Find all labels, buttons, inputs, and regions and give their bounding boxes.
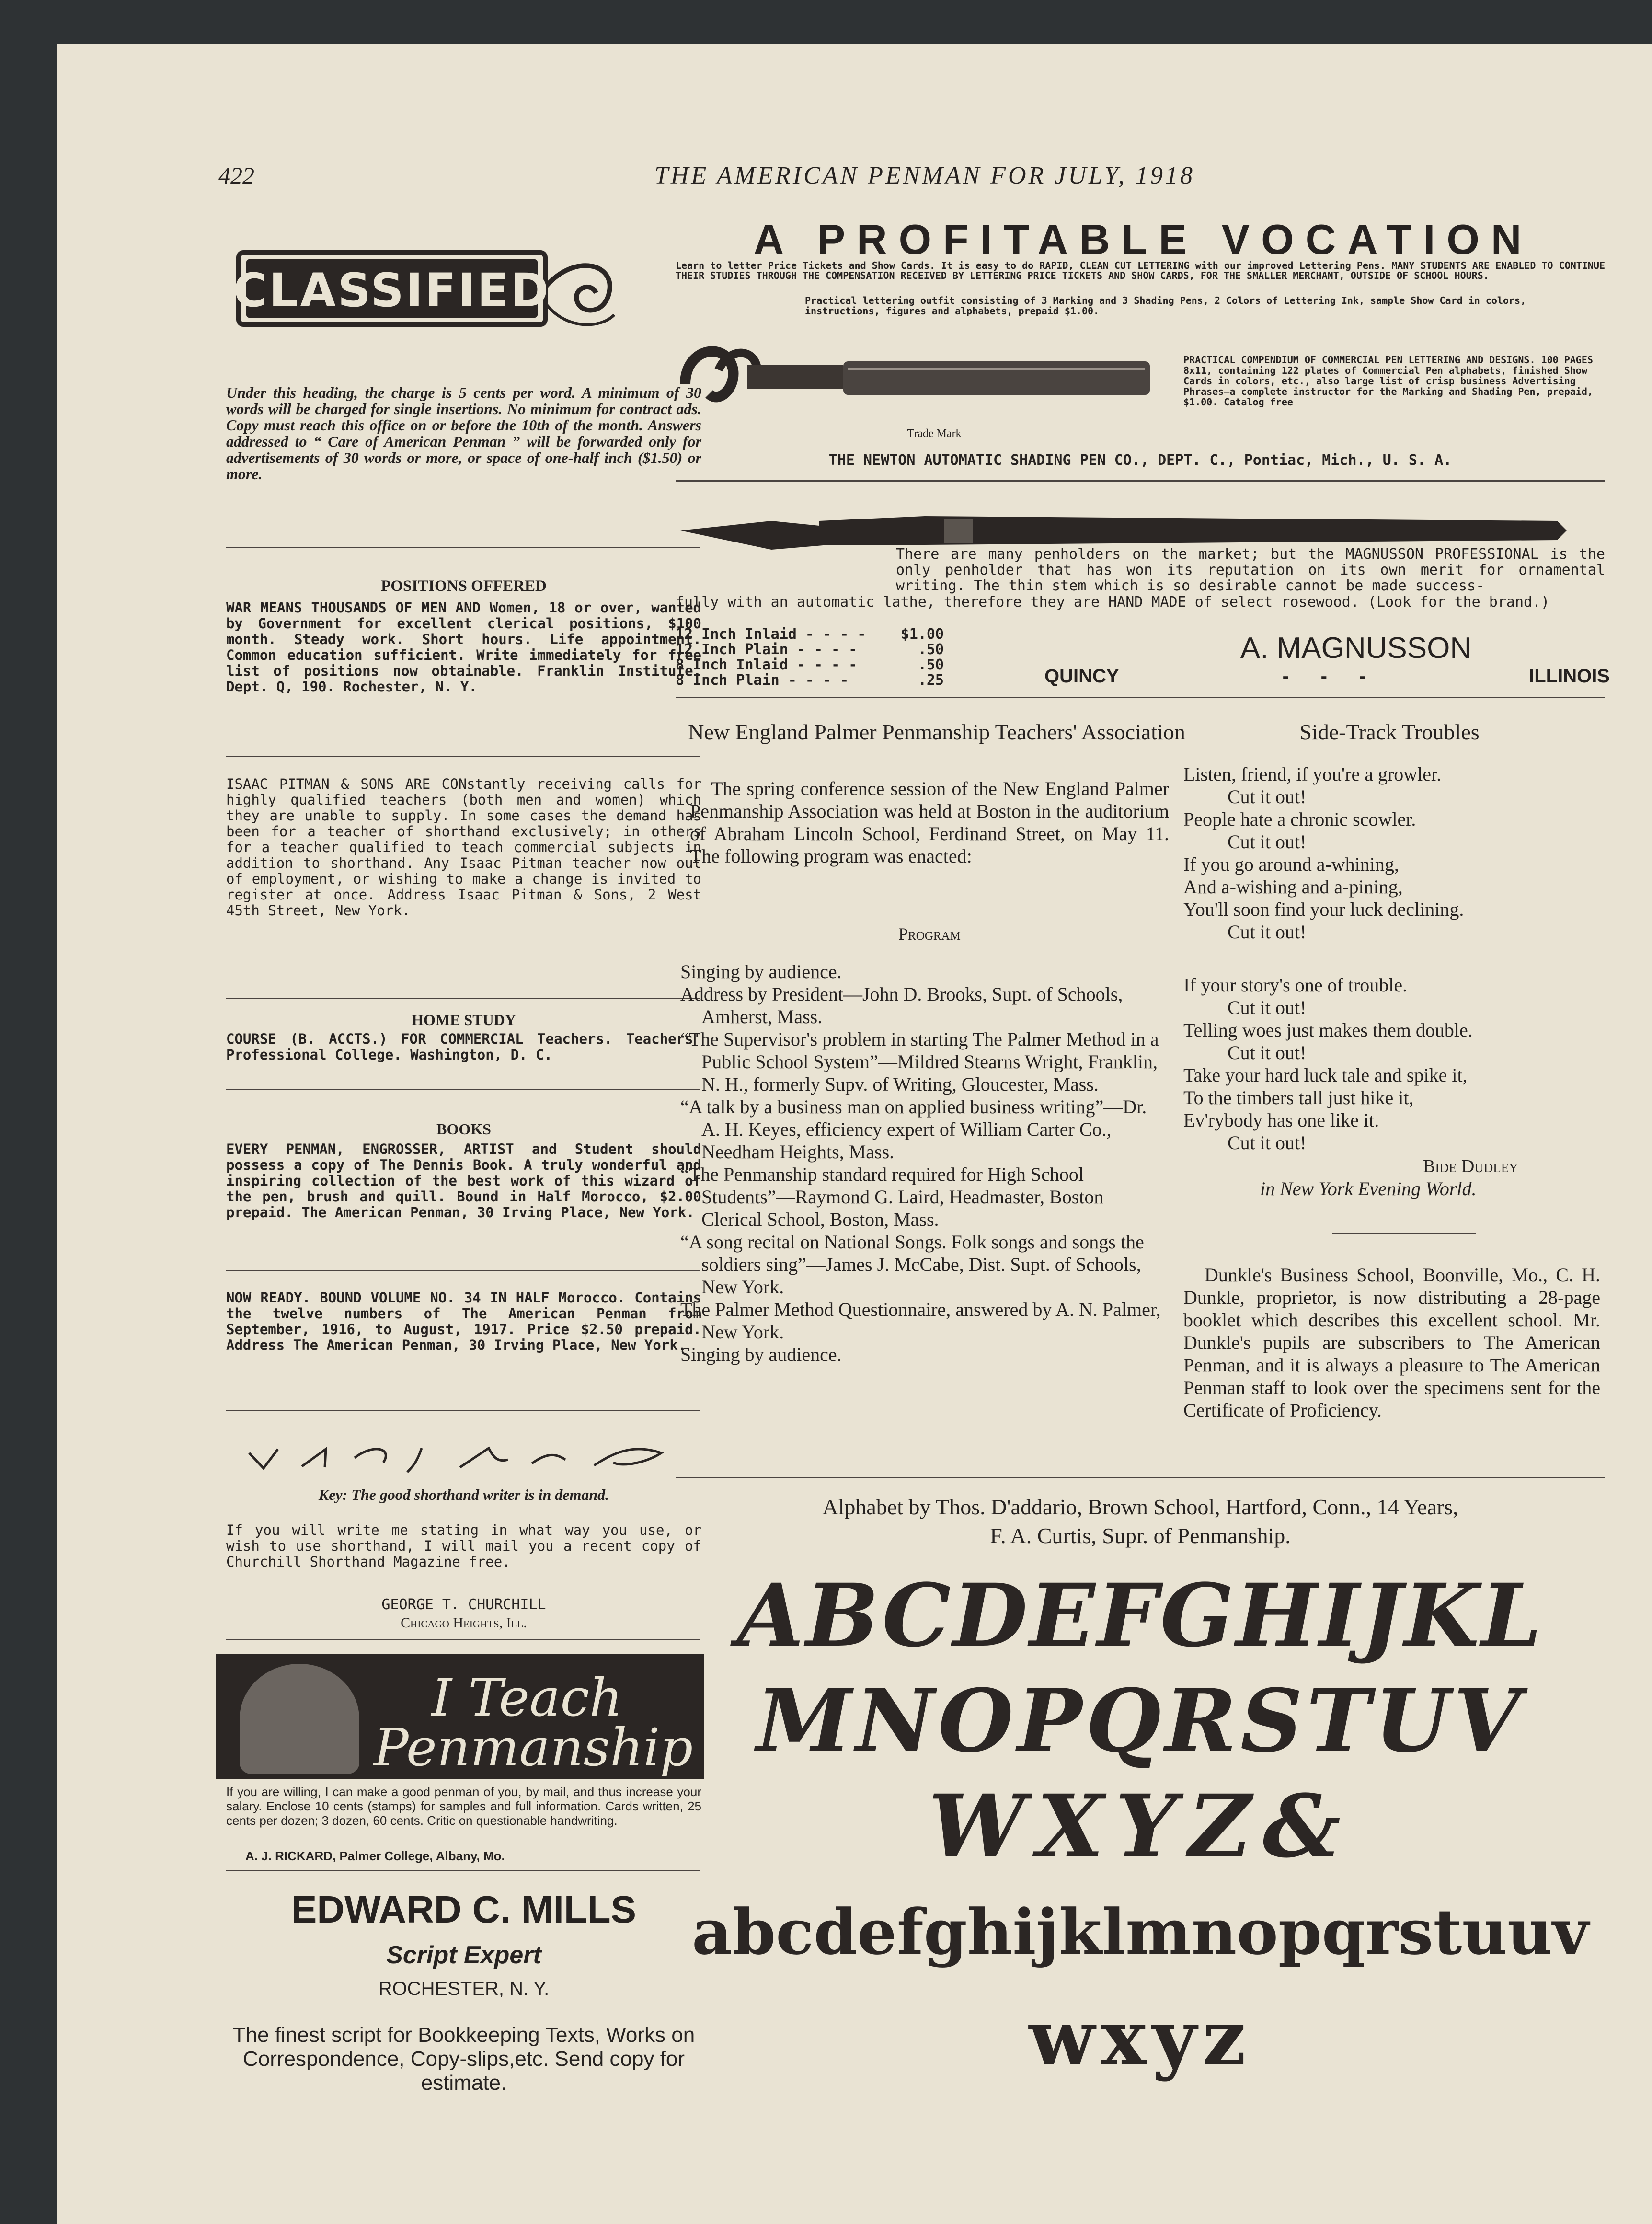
program-item: “A song recital on National Songs. Folk songs and songs the soldiers sing”—James J. McCabe, Dist. Supt. of Schools, New York. [680, 1231, 1144, 1298]
mills-text: The finest script for Bookkeeping Texts, Works on Correspondence, Copy-slips,etc. Send copy for estimate. [232, 2023, 695, 2095]
churchill-place: Chicago Heights, Ill. [401, 1615, 527, 1631]
alphabet-row-2: MNOPQRSTUV [756, 1671, 1525, 1772]
newton-outfit: Practical lettering outfit consisting of 3 Marking and 3 Shading Pens, 2 Colors of Lettering Ink, sample Show Card in colors, instructions, figures and alphabets, prepaid $1.00. [805, 295, 1526, 317]
price-item: 8 Inch Inlaid - - - - [676, 657, 858, 673]
poem-line: Cut it out! [1228, 786, 1307, 807]
magnusson-price-list [676, 627, 944, 688]
price-value: .50 [918, 641, 944, 658]
magnusson-city: QUINCY [1044, 666, 1119, 687]
divider [226, 1410, 700, 1411]
program-item: Singing by audience. [680, 961, 842, 982]
classified-intro: Under this heading, the charge is 5 cents per word. A minimum of 30 words will be charged for single insertions. No minimum for contract ads. Copy must reach this office on or before the 10th of the month. Answers addressed to “ Care of American Penman ” will be forwarded only for advertisements of 30 words or more, or space of one-half inch ($1.50) or more. [226, 384, 701, 483]
program-item: Singing by audience. [680, 1344, 842, 1365]
program-item: Address by President—John D. Brooks, Supt. of Schools, Amherst, Mass. [680, 983, 1123, 1027]
home-study-text: COURSE (B. ACCTS.) FOR COMMERCIAL Teachers. Teachers' Professional College. Washington, D. C. [226, 1031, 701, 1063]
trademark-label: Trade Mark [907, 427, 962, 440]
poem-author: Bide Dudley [1423, 1156, 1518, 1176]
rickard-signature: A. J. RICKARD, Palmer College, Albany, Mo. [245, 1849, 505, 1863]
poem-line: Cut it out! [1228, 1042, 1307, 1063]
poem-stanza-2 [1183, 974, 1605, 1154]
divider [676, 697, 1605, 698]
price-value: $1.00 [900, 626, 944, 643]
poem-line: Listen, friend, if you're a growler. [1183, 763, 1442, 785]
books-heading: BOOKS [436, 1120, 491, 1138]
poem-line: If your story's one of trouble. [1183, 974, 1408, 996]
poem-stanza-1 [1183, 763, 1605, 943]
poem-line: Cut it out! [1228, 1132, 1307, 1153]
newton-pen-art [676, 312, 1174, 442]
price-item: 12 Inch Inlaid - - - - [676, 626, 866, 643]
poem-line: You'll soon find your luck declining. [1183, 899, 1464, 920]
newton-headline: A PROFITABLE VOCATION [753, 216, 1533, 263]
magnusson-text-a: There are many penholders on the market; but the MAGNUSSON PROFESSIONAL is the only penholder that has won its reputation on its own merit for ornamental writing. The thin stem which is so desirable cannot be made success- [896, 546, 1605, 594]
alphabet-caption-line2: F. A. Curtis, Supr. of Penmanship. [990, 1523, 1291, 1548]
classified-logo-text: CLASSIFIED [236, 264, 551, 317]
home-study-heading: HOME STUDY [412, 1011, 516, 1028]
bound-volume-text: NOW READY. BOUND VOLUME NO. 34 IN HALF Morocco. Contains the twelve numbers of The American Penman from September, 1916, to August, 1917. Price $2.50 prepaid. Address The American Penman, 30 Irving Place, New York. [226, 1290, 701, 1353]
poem-line: And a-wishing and a-pining, [1183, 876, 1403, 898]
classified-logo [236, 233, 619, 338]
magnusson-text-b: fully with an automatic lathe, therefore they are HAND MADE of select rosewood. (Look for the brand.) [676, 594, 1550, 611]
churchill-text: If you will write me stating in what way you use, or wish to use shorthand, I will mail you a recent copy of Churchill Shorthand Magazine free. [226, 1522, 701, 1570]
poem-line: People hate a chronic scowler. [1183, 808, 1416, 830]
price-item: 12 Inch Plain - - - - [676, 641, 858, 658]
price-row [676, 673, 944, 688]
divider [1332, 1233, 1476, 1234]
mills-city: ROCHESTER, N. Y. [378, 1978, 550, 1999]
alphabet-row-1: ABCDEFGHIJKL [737, 1565, 1544, 1666]
divider [226, 998, 700, 999]
shorthand-sample-art [240, 1439, 680, 1477]
dunkle-note: Dunkle's Business School, Boonville, Mo., C. H. Dunkle, proprietor, is now distributing a 28-page booklet which describes this excellent school. Mr. Dunkle's pupils are subscribers to The American Penman, and it is always a pleasure to The American Penman staff to look over the specimens sent for the Certificate of Proficiency. [1183, 1264, 1600, 1421]
magazine-page [57, 44, 1652, 2224]
price-value: .25 [918, 672, 944, 689]
poem-line: Take your hard luck tale and spike it, [1183, 1064, 1468, 1086]
page-number: 422 [218, 162, 254, 189]
positions-heading: POSITIONS OFFERED [381, 577, 547, 595]
newton-pen-illustration [676, 312, 1174, 442]
divider [226, 547, 700, 548]
magnusson-state: ILLINOIS [1529, 666, 1610, 687]
divider [676, 1477, 1605, 1478]
palmer-article-title: New England Palmer Penmanship Teachers' Association [688, 720, 1185, 744]
price-row [676, 657, 944, 673]
program-item: “A talk by a business man on applied business writing”—Dr. A. H. Keyes, efficiency expert of William Carter Co., Needham Heights, Mass. [680, 1096, 1147, 1163]
magnusson-name: A. MAGNUSSON [1240, 632, 1472, 665]
magnusson-location [1044, 665, 1610, 687]
rickard-banner [216, 1654, 704, 1779]
price-item: 8 Inch Plain - - - - [676, 672, 849, 689]
alphabet-row-5: wxyz [1029, 1993, 1252, 2083]
mills-title: Script Expert [386, 1941, 541, 1969]
pitman-text: ISAAC PITMAN & SONS ARE CONstantly receiving calls for highly qualified teachers (both men and women) which they are unable to supply. In some cases the demand has been for a teacher of shorthand exclusively; in others for a teacher qualified to teach commercial subjects in addition to shorthand. Any Isaac Pitman teacher now out of employment, or wishing to make a change is invited to register at once. Address Isaac Pitman & Sons, 2 West 45th Street, New York. [226, 776, 701, 919]
poem-line: Cut it out! [1228, 831, 1307, 853]
poem-title: Side-Track Troubles [1299, 720, 1480, 744]
poem-line: To the timbers tall just hike it, [1183, 1087, 1414, 1108]
classified-logo-art [236, 233, 619, 338]
price-row [676, 627, 944, 642]
program-item: “The Penmanship standard required for High School Students”—Raymond G. Laird, Headmaster, Boston Clerical School, Boston, Mass. [680, 1164, 1104, 1230]
portrait-photo [240, 1664, 359, 1774]
shorthand-sample [240, 1439, 680, 1477]
rickard-banner-text: I Teach Penmanship [374, 1668, 693, 1778]
newton-intro: Learn to letter Price Tickets and Show Cards. It is easy to do RAPID, CLEAN CUT LETTERING with our improved Lettering Pens. MANY STUDENTS ARE ENABLED TO CONTINUE THEIR STUDIES THROUGH THE COMPENSATION RECEIVED BY LETTERING PRICE TICKETS AND SHOW CARDS, FOR THE SMALLER MERCHANT, OUTSIDE OF SCHOOL HOURS. [676, 260, 1605, 281]
books-text: EVERY PENMAN, ENGROSSER, ARTIST and Student should possess a copy of The Dennis Book. A truly wonderful and inspiring collection of the best work of this wizard of the pen, brush and quill. Bound in Half Morocco, $2.00 prepaid. The American Penman, 30 Irving Place, New York. [226, 1141, 701, 1221]
palmer-article-intro: The spring conference session of the New England Palmer Penmanship Association was held at Boston in the auditorium of Abraham Lincoln School, Ferdinand Street, on May 11. The following program was enacted: [690, 778, 1169, 867]
divider [226, 1270, 700, 1271]
divider [226, 1089, 700, 1090]
program-heading: Program [898, 924, 961, 944]
poem-line: Cut it out! [1228, 997, 1307, 1018]
newton-footer: THE NEWTON AUTOMATIC SHADING PEN CO., DEPT. C., Pontiac, Mich., U. S. A. [828, 452, 1452, 469]
poem-line: If you go around a-whining, [1183, 853, 1399, 875]
program-list [680, 960, 1164, 1366]
positions-text: WAR MEANS THOUSANDS OF MEN AND Women, 18 or over, wanted by Government for excellent clerical positions, $100 month. Steady work. Short hours. Life appointment. Common education sufficient. Write immediately for free list of positions now obtainable. Franklin Institute. Dept. Q, 190. Rochester, N. Y. [226, 599, 701, 695]
alphabet-row-4: abcdefghijklmnopqrstuuv [692, 1895, 1589, 1969]
divider [226, 1639, 700, 1640]
divider [676, 480, 1605, 482]
rickard-text: If you are willing, I can make a good penman of you, by mail, and thus increase your salary. Enclose 10 cents (stamps) for samples and full information. Cards written, 25 cents per dozen; 3 dozen, 60 cents. Critic on questionable handwriting. [226, 1785, 701, 1828]
price-value: .50 [918, 657, 944, 673]
newton-compendium: PRACTICAL COMPENDIUM OF COMMERCIAL PEN LETTERING AND DESIGNS. 100 PAGES 8x11, containing 122 plates of Commercial Pen alphabets, finished Show Cards in colors, etc., also large list of crisp business Advertising Phrases—a complete instructor for the Marking and Shading Pen, prepaid, $1.00. Catalog free [1183, 354, 1593, 408]
churchill-name: GEORGE T. CHURCHILL [381, 1596, 546, 1613]
program-item: The Palmer Method Questionnaire, answered by A. N. Palmer, New York. [680, 1299, 1161, 1343]
alphabet-row-3: WXYZ& [928, 1776, 1353, 1877]
mills-name: EDWARD C. MILLS [291, 1888, 636, 1931]
divider [226, 756, 700, 757]
poem-line: Cut it out! [1228, 921, 1307, 943]
shorthand-key: Key: The good shorthand writer is in demand. [318, 1486, 609, 1503]
price-row [676, 642, 944, 657]
poem-line: Ev'rybody has one like it. [1183, 1109, 1379, 1131]
poem-line: Telling woes just makes them double. [1183, 1019, 1473, 1041]
running-title: THE AMERICAN PENMAN FOR JULY, 1918 [654, 162, 1195, 189]
poem-source: in New York Evening World. [1260, 1178, 1477, 1199]
dash-separator: - - - [1282, 666, 1365, 687]
program-item: “The Supervisor's problem in starting The Palmer Method in a Public School System”—Mildred Stearns Wright, Franklin, N. H., formerly Supv. of Writing, Gloucester, Mass. [680, 1028, 1159, 1095]
alphabet-caption-line1: Alphabet by Thos. D'addario, Brown School, Hartford, Conn., 14 Years, [822, 1495, 1458, 1519]
divider [226, 1870, 700, 1871]
